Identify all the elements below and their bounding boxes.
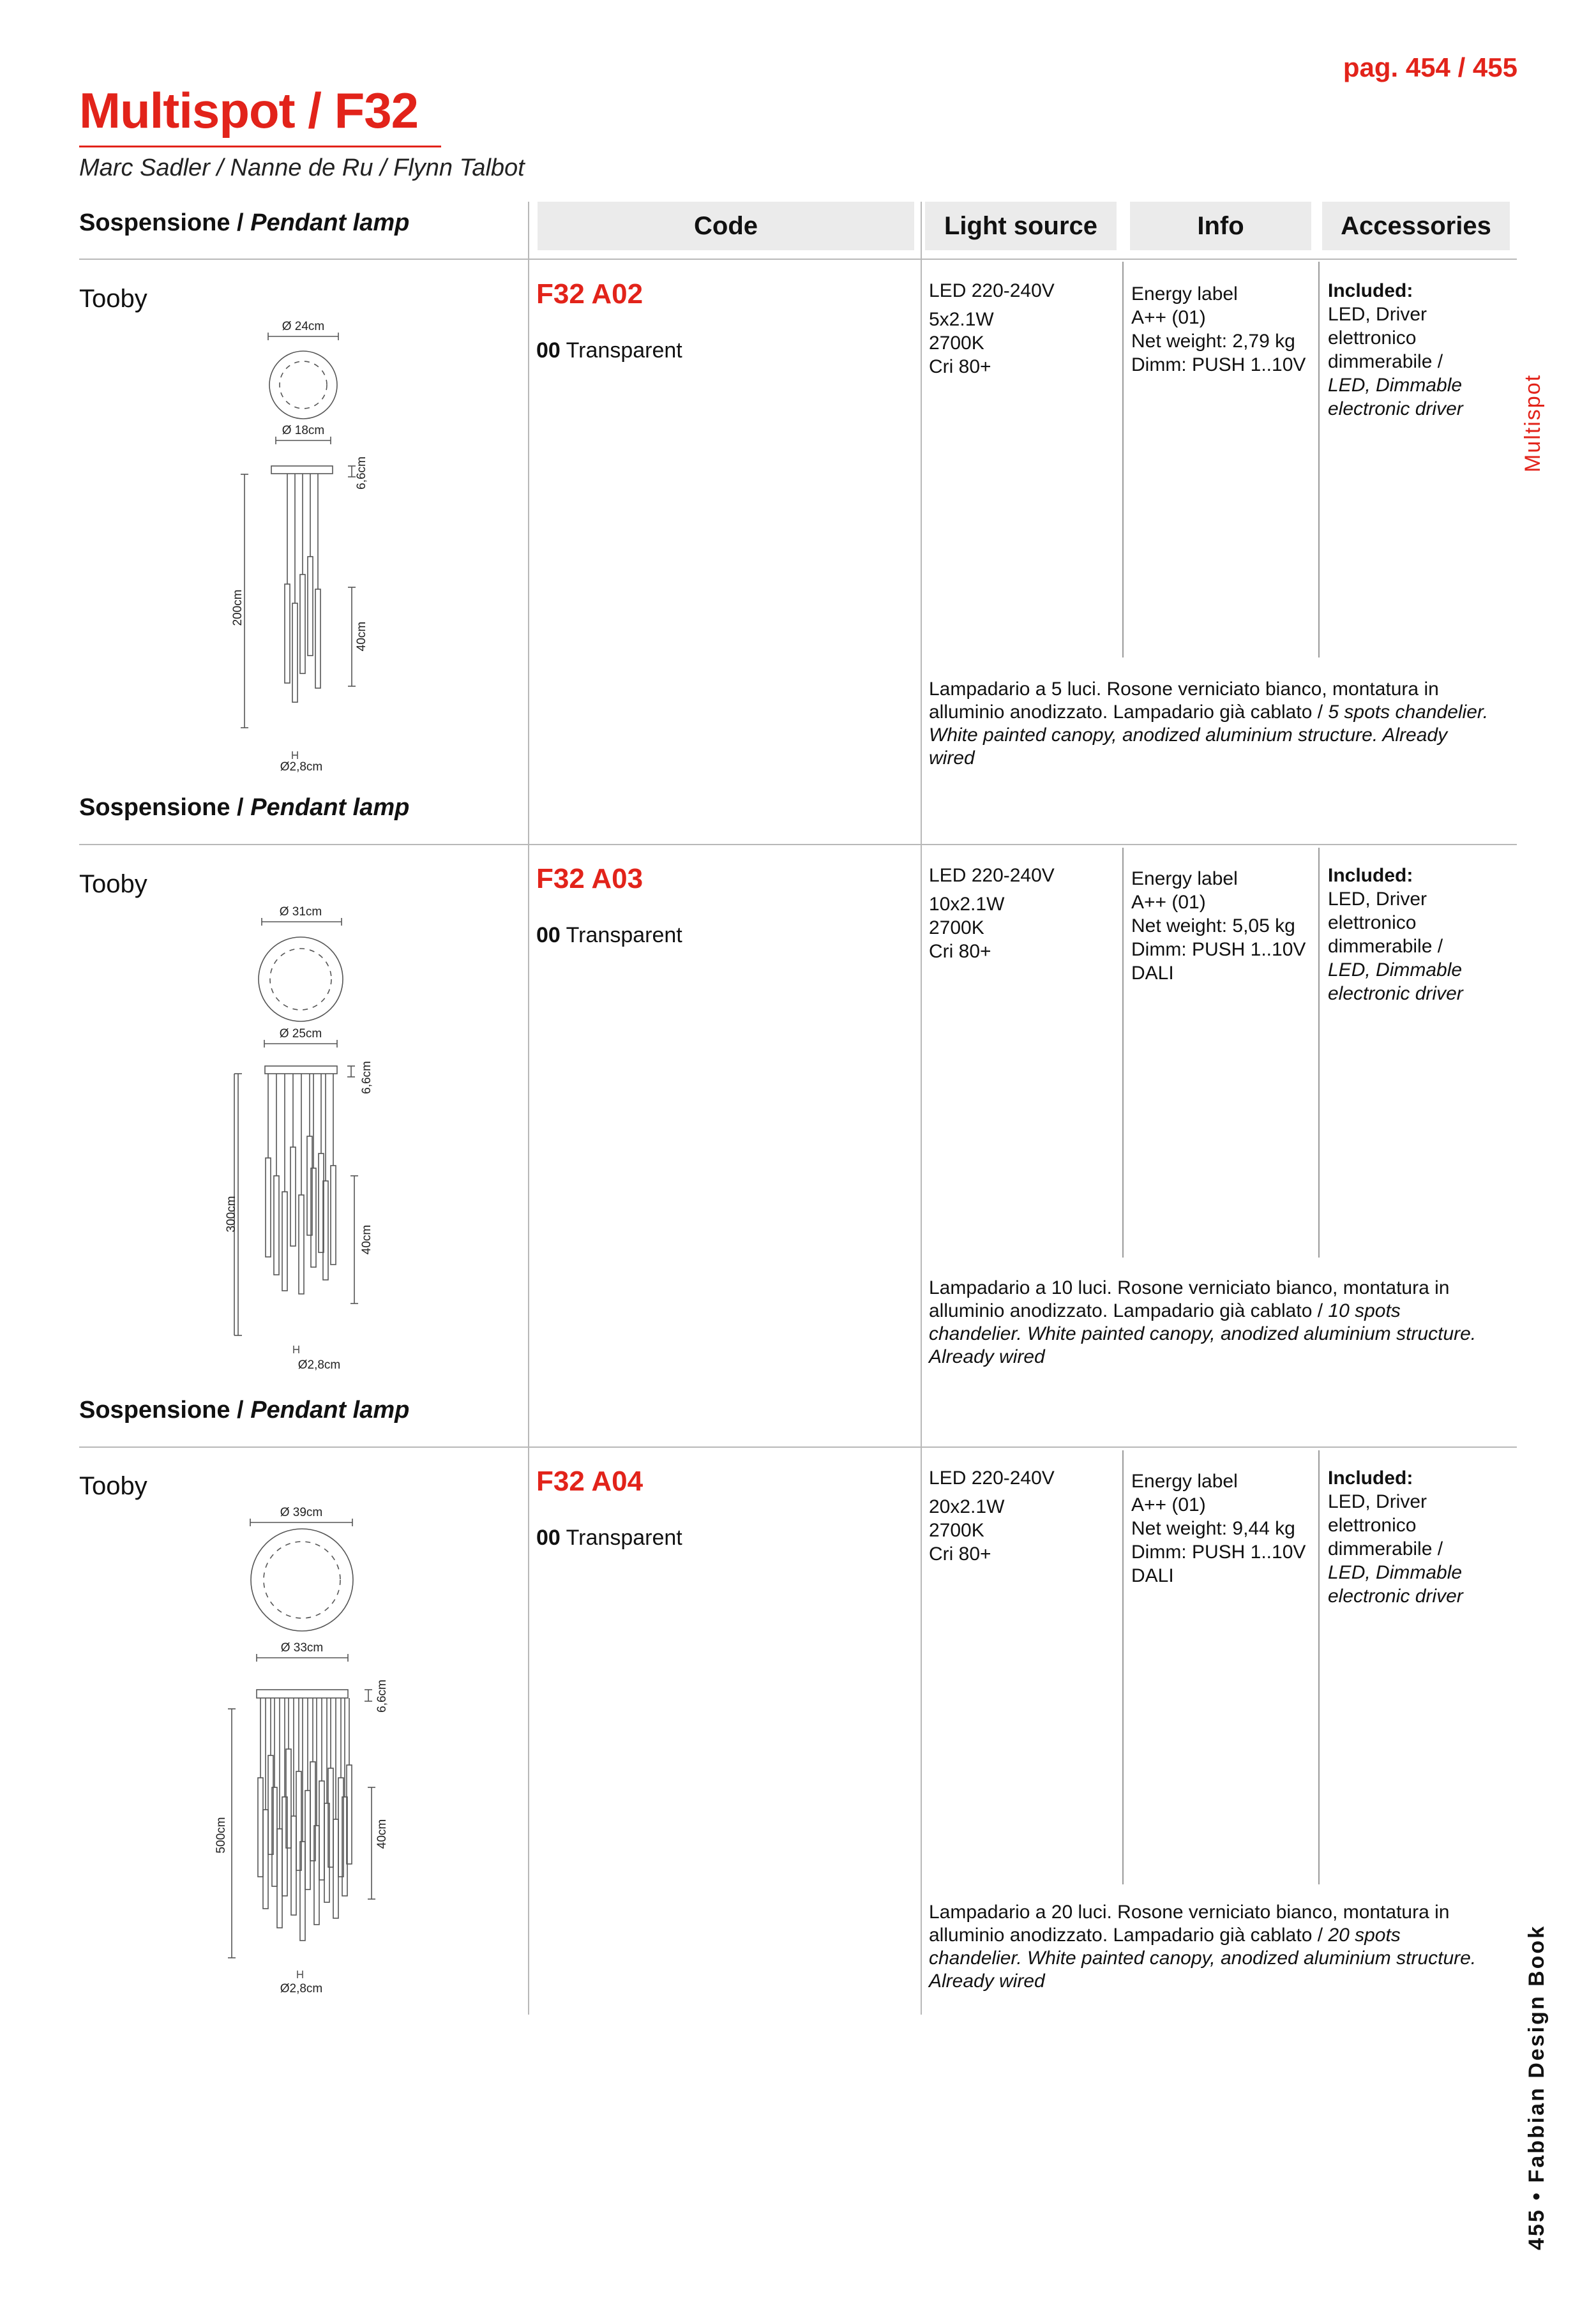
page-title: Multispot / F32 bbox=[79, 82, 418, 139]
column-divider bbox=[1318, 262, 1320, 657]
acc-title: Included: bbox=[1328, 1468, 1413, 1489]
column-divider bbox=[1122, 262, 1124, 657]
accessories-spec bbox=[1328, 279, 1463, 421]
dim-canopy-height: 6,6cm bbox=[360, 1061, 373, 1094]
section-label: Sospensione / Pendant lamp bbox=[79, 1397, 410, 1424]
light-voltage: LED 220-240V bbox=[929, 865, 1055, 886]
acc-title: Included: bbox=[1328, 280, 1413, 301]
dim-canopy-height: 6,6cm bbox=[375, 1679, 389, 1713]
dim-canopy-inner: Ø 18cm bbox=[282, 424, 325, 437]
acc-line-en: LED, Dimmable bbox=[1328, 1562, 1463, 1583]
info-spec bbox=[1131, 867, 1306, 985]
finish-code: 00 bbox=[536, 1526, 561, 1550]
column-header-info: Info bbox=[1130, 202, 1311, 250]
info-line: A++ (01) bbox=[1131, 892, 1206, 913]
acc-line: dimmerabile / bbox=[1328, 936, 1443, 957]
product-finish bbox=[536, 1526, 682, 1551]
info-line: A++ (01) bbox=[1131, 307, 1206, 328]
dim-canopy-height: 6,6cm bbox=[355, 456, 368, 490]
dim-canopy-outer: Ø 31cm bbox=[279, 905, 322, 919]
product-family: Tooby bbox=[79, 870, 147, 898]
product-description bbox=[929, 1277, 1491, 1369]
acc-line: dimmerabile / bbox=[1328, 1538, 1443, 1559]
acc-line-en: electronic driver bbox=[1328, 983, 1463, 1004]
acc-title: Included: bbox=[1328, 865, 1413, 886]
section-label-en: Pendant lamp bbox=[250, 794, 410, 821]
acc-line: elettronico bbox=[1328, 912, 1417, 933]
product-code: F32 A02 bbox=[536, 278, 644, 310]
section-label-it: Sospensione bbox=[79, 794, 230, 821]
section-label: Sospensione / Pendant lamp bbox=[79, 209, 410, 236]
finish-name: Transparent bbox=[566, 1526, 682, 1550]
finish-name: Transparent bbox=[566, 338, 682, 363]
info-line: Energy label bbox=[1131, 1471, 1238, 1492]
info-spec bbox=[1131, 282, 1306, 377]
acc-line: LED, Driver bbox=[1328, 1491, 1427, 1512]
light-voltage: LED 220-240V bbox=[929, 1468, 1055, 1489]
section-label-en: Pendant lamp bbox=[250, 1397, 410, 1424]
info-line: A++ (01) bbox=[1131, 1494, 1206, 1515]
dimension-drawing bbox=[217, 895, 383, 1380]
light-power: 10x2.1W bbox=[929, 894, 1005, 915]
light-temperature: 2700K bbox=[929, 333, 984, 354]
finish-code: 00 bbox=[536, 923, 561, 947]
column-divider bbox=[921, 202, 922, 2015]
dimension-drawing bbox=[217, 310, 383, 776]
acc-line: LED, Driver bbox=[1328, 304, 1427, 325]
light-source-spec bbox=[929, 864, 1055, 963]
acc-line: elettronico bbox=[1328, 327, 1417, 349]
acc-line-en: LED, Dimmable bbox=[1328, 375, 1463, 396]
dim-tube-height: 40cm bbox=[355, 621, 368, 652]
acc-line-en: LED, Dimmable bbox=[1328, 959, 1463, 980]
light-temperature: 2700K bbox=[929, 917, 984, 938]
product-family: Tooby bbox=[79, 285, 147, 313]
light-power: 5x2.1W bbox=[929, 309, 994, 330]
dim-canopy-inner: Ø 25cm bbox=[279, 1027, 322, 1041]
dim-tube-diameter: Ø2,8cm bbox=[280, 1982, 323, 1995]
description-en: 20 spots chandelier. White painted canopy, anodized aluminium structure. Already wired bbox=[929, 1925, 1477, 1992]
info-spec bbox=[1131, 1469, 1306, 1588]
light-cri: Cri 80+ bbox=[929, 356, 991, 377]
side-book-label: 455 • Fabbian Design Book bbox=[1524, 1924, 1549, 2250]
product-code: F32 A03 bbox=[536, 863, 644, 894]
description-it: Lampadario a 5 luci. Rosone verniciato bianco, montatura in alluminio anodizzato. Lampadario già cablato / bbox=[929, 679, 1439, 723]
info-line: Net weight: 2,79 kg bbox=[1131, 331, 1295, 352]
info-line: Dimm: PUSH 1..10V bbox=[1131, 1542, 1306, 1563]
accessories-spec bbox=[1328, 1466, 1463, 1608]
column-header-light-source: Light source bbox=[925, 202, 1117, 250]
column-divider bbox=[528, 202, 529, 2015]
dim-total-height: 500cm bbox=[215, 1817, 228, 1854]
column-header-accessories: Accessories bbox=[1322, 202, 1510, 250]
dimension-drawing bbox=[211, 1497, 396, 2001]
info-line: Dimm: PUSH 1..10V bbox=[1131, 939, 1306, 960]
acc-line-en: electronic driver bbox=[1328, 398, 1463, 419]
row-divider bbox=[79, 259, 1517, 260]
section-label-it: Sospensione bbox=[79, 209, 230, 236]
info-line: Net weight: 9,44 kg bbox=[1131, 1518, 1295, 1539]
dim-tube-diameter: Ø2,8cm bbox=[297, 1358, 341, 1372]
dim-canopy-inner: Ø 33cm bbox=[280, 1641, 324, 1655]
dim-total-height: 200cm bbox=[231, 589, 245, 626]
dim-tube-height: 40cm bbox=[375, 1819, 389, 1849]
row-divider bbox=[79, 844, 1517, 845]
dim-total-height: 300cm bbox=[225, 1196, 238, 1233]
row-divider bbox=[79, 1446, 1517, 1448]
dim-tube-diameter: Ø2,8cm bbox=[280, 760, 323, 774]
column-divider bbox=[1122, 1450, 1124, 1884]
light-source-spec bbox=[929, 279, 1055, 379]
acc-line-en: electronic driver bbox=[1328, 1586, 1463, 1607]
info-line: DALI bbox=[1131, 963, 1174, 984]
section-label: Sospensione / Pendant lamp bbox=[79, 794, 410, 821]
column-divider bbox=[1122, 848, 1124, 1258]
light-voltage: LED 220-240V bbox=[929, 280, 1055, 301]
dim-tube-height: 40cm bbox=[360, 1224, 373, 1255]
column-divider bbox=[1318, 1450, 1320, 1884]
section-label-it: Sospensione bbox=[79, 1397, 230, 1424]
finish-name: Transparent bbox=[566, 923, 682, 947]
side-category-label: Multispot bbox=[1521, 373, 1545, 472]
section-label-en: Pendant lamp bbox=[250, 209, 410, 236]
acc-line: dimmerabile / bbox=[1328, 351, 1443, 372]
info-line: Energy label bbox=[1131, 868, 1238, 889]
column-header-code: Code bbox=[538, 202, 914, 250]
product-description bbox=[929, 678, 1491, 770]
designers: Marc Sadler / Nanne de Ru / Flynn Talbot bbox=[79, 154, 525, 181]
description-it: Lampadario a 10 luci. Rosone verniciato bianco, montatura in alluminio anodizzato. Lampadario già cablato / bbox=[929, 1277, 1450, 1321]
product-family: Tooby bbox=[79, 1472, 147, 1500]
info-line: Dimm: PUSH 1..10V bbox=[1131, 354, 1306, 375]
product-description bbox=[929, 1901, 1491, 1993]
light-temperature: 2700K bbox=[929, 1520, 984, 1541]
info-line: Net weight: 5,05 kg bbox=[1131, 915, 1295, 936]
info-line: DALI bbox=[1131, 1565, 1174, 1586]
product-finish bbox=[536, 923, 682, 948]
product-finish bbox=[536, 338, 682, 363]
accessories-spec bbox=[1328, 864, 1463, 1005]
page-reference: pag. 454 / 455 bbox=[1343, 52, 1517, 82]
acc-line: elettronico bbox=[1328, 1515, 1417, 1536]
info-line: Energy label bbox=[1131, 283, 1238, 304]
light-source-spec bbox=[929, 1466, 1055, 1566]
dim-canopy-outer: Ø 39cm bbox=[280, 1506, 323, 1519]
dim-canopy-outer: Ø 24cm bbox=[282, 320, 325, 333]
light-cri: Cri 80+ bbox=[929, 941, 991, 962]
product-code: F32 A04 bbox=[536, 1466, 644, 1497]
title-underline bbox=[79, 146, 441, 147]
column-divider bbox=[1318, 848, 1320, 1258]
description-en: 10 spots chandelier. White painted canopy, anodized aluminium structure. Already wired bbox=[929, 1300, 1477, 1367]
finish-code: 00 bbox=[536, 338, 561, 363]
acc-line: LED, Driver bbox=[1328, 889, 1427, 910]
description-it: Lampadario a 20 luci. Rosone verniciato bianco, montatura in alluminio anodizzato. Lampadario già cablato / bbox=[929, 1902, 1450, 1946]
light-power: 20x2.1W bbox=[929, 1496, 1005, 1517]
description-en: 5 spots chandelier. White painted canopy, anodized aluminium structure. Already wired bbox=[929, 702, 1489, 769]
light-cri: Cri 80+ bbox=[929, 1544, 991, 1565]
